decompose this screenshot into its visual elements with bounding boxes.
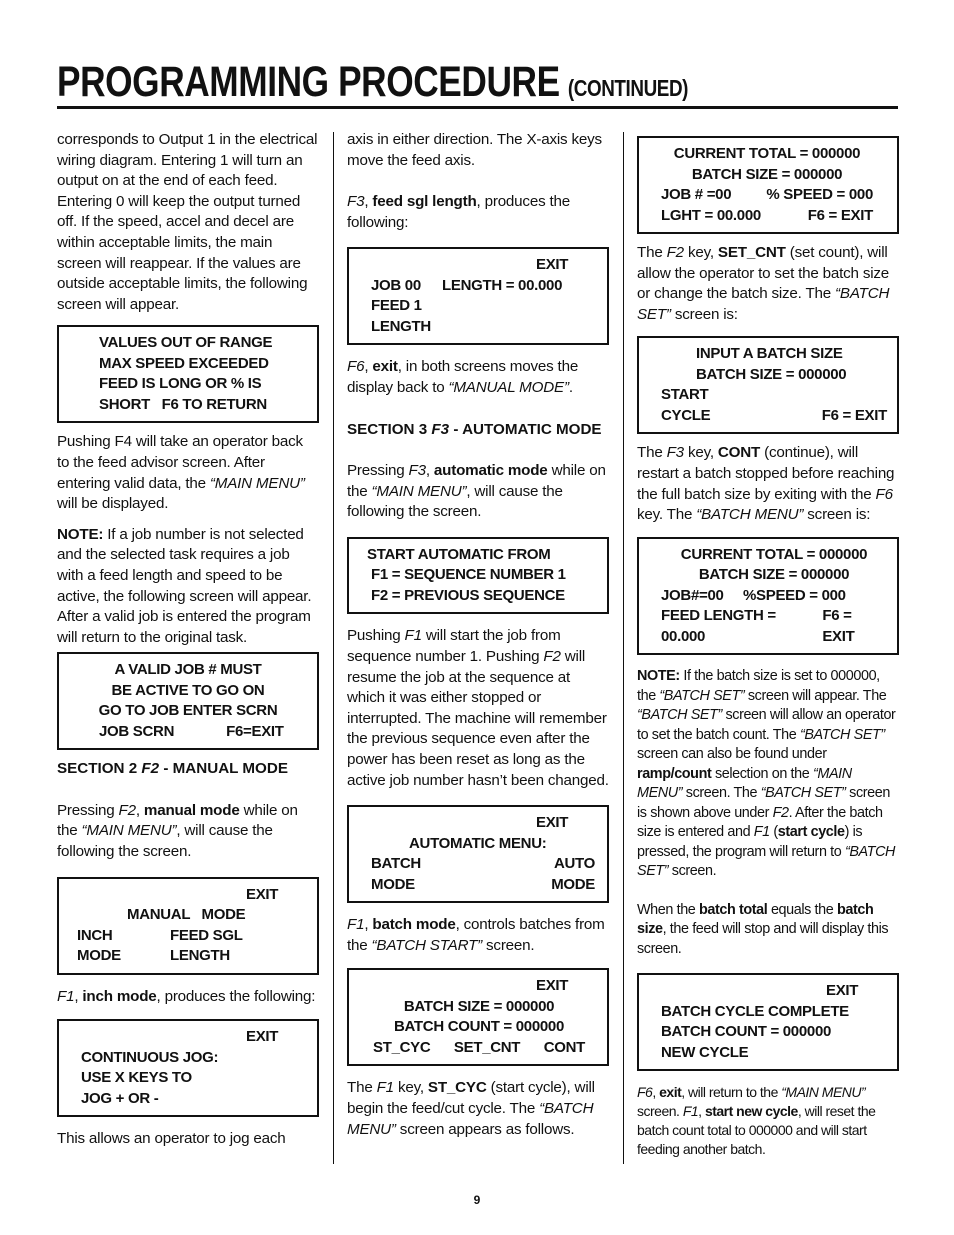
screen-line: LENGTH [371, 317, 431, 335]
paragraph: This allows an operator to jog each [57, 1130, 286, 1148]
screen-line: BATCH SIZE = 000000 [691, 165, 843, 183]
screen-start-automatic [347, 537, 609, 615]
paragraph: Pressing F2, manual mode while on the “MAIN MENU”, will cause the following the screen. [57, 801, 298, 861]
screen-line: CURRENT TOTAL = 000000 [673, 145, 861, 162]
paragraph: When the batch total equals the batch size, the feed will stop and will display this screen. [637, 901, 889, 957]
paragraph: F6, exit, will return to the “MAIN MENU” screen. F1, start new cycle, will reset the batch count total to 000000 and will start feeding another batch. [637, 1084, 876, 1158]
screen-batch-cycle-complete [637, 973, 899, 1071]
screen-line: SHORT F6 TO RETURN [99, 395, 267, 413]
screen-batch-set [637, 336, 899, 434]
page-number: 9 [473, 1193, 481, 1207]
screen-line: INPUT A BATCH SIZE [696, 345, 843, 363]
screen-line: CONTINUOUS JOG: [81, 1048, 219, 1066]
screen-batch-menu [637, 136, 899, 234]
screen-line: A VALID JOB # MUST [114, 661, 262, 679]
screen-batch-start [347, 968, 609, 1066]
screen-line: GO TO JOB ENTER SCRN [98, 702, 278, 720]
paragraph: F6, exit, in both screens moves the display back to “MANUAL MODE”. [347, 358, 579, 396]
note-paragraph: NOTE: If the batch size is set to 000000, the “BATCH SET” screen will appear. The “BATCH SET” screen will allow an operator to set the batch count. The “BATCH SET” screen can also be found under ramp/count selection on the “MAIN MENU” screen. The “BATCH SET” screen is shown above under F2. After the batch size is entered and F1 (start cycle) is pressed, the program will return to “BATCH SET” screen. [637, 668, 896, 880]
screen-line: EXIT [536, 256, 569, 274]
screen-valid-job [57, 652, 319, 750]
screen-line: LGHT = 00.000 F6 = EXIT [661, 206, 873, 224]
screen-line: EXIT [826, 982, 859, 1000]
paragraph: corresponds to Output 1 in the electrical wiring diagram. Entering 1 will turn an output on at the end of each feed. Entering 0 will keep the output turned off. If the speed, accel and decel are within acceptable limits, the main screen will reappear. If the values are outside acceptable limits, the following screen will appear. [57, 131, 318, 313]
screen-line: BATCH SIZE = 000000 [696, 365, 847, 383]
screen-line: FEED LENGTH = 00.000 F6 = EXIT [661, 607, 855, 645]
screen-line: EXIT [246, 885, 279, 903]
paragraph: F3, feed sgl length, produces the following: [347, 193, 570, 231]
header-rule [57, 106, 898, 109]
screen-automatic-menu [347, 805, 609, 903]
screen-line: FEED IS LONG OR % IS [99, 375, 262, 393]
screen-line: BATCH SIZE = 000000 [698, 566, 850, 584]
screen-line: EXIT [246, 1028, 279, 1046]
column-3 [637, 130, 899, 1159]
screen-line: VALUES OUT OF RANGE [99, 334, 273, 352]
screen-line: EXIT [536, 814, 569, 832]
section-heading: SECTION 2 F2 - MANUAL MODE [57, 760, 288, 778]
screen-line: MODE MODE [371, 875, 595, 893]
screen-line: BATCH CYCLE COMPLETE [661, 1002, 849, 1020]
screen-batch-menu-2 [637, 537, 899, 656]
screen-line: CYCLE F6 = EXIT [661, 406, 887, 424]
screen-line: INCH FEED SGL [77, 926, 243, 944]
screen-line: AUTOMATIC MENU: [409, 834, 547, 852]
screen-line: JOB # =00 % SPEED = 000 [661, 186, 873, 203]
section-heading: SECTION 3 F3 - AUTOMATIC MODE [347, 420, 602, 438]
column-divider-1 [333, 132, 334, 1164]
paragraph: The F1 key, ST_CYC (start cycle), will begin the feed/cut cycle. The “BATCH MENU” screen appears as follows. [347, 1079, 595, 1138]
screen-line: NEW CYCLE [661, 1043, 749, 1061]
screen-line: BE ACTIVE TO GO ON [111, 681, 265, 699]
screen-line: BATCH COUNT = 000000 [661, 1023, 832, 1041]
screen-line: EXIT [536, 977, 569, 995]
screen-line: BATCH AUTO [371, 855, 595, 873]
paragraph: F1, batch mode, controls batches from the “BATCH START” screen. [347, 916, 605, 954]
screen-feed-sgl-length [347, 247, 609, 345]
column-2 [347, 130, 609, 1140]
screen-line: START AUTOMATIC FROM [367, 545, 551, 563]
screen-line: BATCH SIZE = 000000 [403, 997, 555, 1015]
title-main: PROGRAMMING PROCEDURE [57, 58, 560, 106]
screen-line: F2 = PREVIOUS SEQUENCE [371, 586, 565, 604]
screen-line: ST_CYC SET_CNT CONT [373, 1038, 585, 1056]
screen-line: JOG + OR - [81, 1089, 159, 1107]
screen-line: JOB#=00 %SPEED = 000 [661, 586, 846, 604]
screen-line: JOB SCRN F6=EXIT [99, 722, 284, 740]
screen-line: MODE LENGTH [77, 947, 230, 965]
screen-values-out-of-range [57, 325, 319, 423]
screen-line: FEED 1 [371, 297, 422, 315]
paragraph: Pressing F3, automatic mode while on the “MAIN MENU”, will cause the following the screen. [347, 462, 606, 521]
paragraph: The F2 key, SET_CNT (set count), will allow the operator to set the batch size or change the batch size. The “BATCH SET” screen is: [637, 244, 890, 323]
paragraph: axis in either direction. The X-axis keys move the feed axis. [347, 131, 602, 169]
paragraph: The F3 key, CONT (continue), will restart a batch stopped before reaching the full batch size by exiting with the F6 key. The “BATCH MENU” screen is: [637, 444, 895, 524]
screen-line: START [661, 386, 709, 404]
page-title [57, 58, 688, 107]
screen-line: F1 = SEQUENCE NUMBER 1 [371, 566, 566, 584]
screen-continuous-jog [57, 1019, 319, 1117]
screen-line: MAX SPEED EXCEEDED [99, 354, 269, 372]
screen-manual-mode [57, 877, 319, 975]
screen-line: MANUAL MODE [127, 906, 246, 924]
column-1 [57, 130, 319, 1150]
column-divider-2 [623, 132, 624, 1164]
screen-line: USE X KEYS TO [81, 1069, 192, 1087]
note-paragraph: NOTE: If a job number is not selected and the selected task requires a job with a feed length and speed to be active, the following screen will appear. After a valid job is entered the program will return to the original task. [57, 525, 312, 646]
paragraph: F1, inch mode, produces the following: [57, 987, 316, 1005]
paragraph: Pushing F1 will start the job from sequence number 1. Pushing F2 will resume the job at the sequence at which it was either stopped or interrupted. The machine will remember the previous sequence even after the power has been reset as long as the active job number hasn’t been changed. [347, 627, 609, 789]
screen-line: BATCH COUNT = 000000 [393, 1018, 565, 1036]
screen-line: CURRENT TOTAL = 000000 [680, 545, 868, 563]
paragraph: Pushing F4 will take an operator back to the feed advisor screen. After entering valid data, the “MAIN MENU” will be displayed. [57, 433, 305, 513]
title-continued: (CONTINUED) [567, 75, 689, 101]
screen-line: JOB 00 LENGTH = 00.000 [371, 276, 563, 294]
